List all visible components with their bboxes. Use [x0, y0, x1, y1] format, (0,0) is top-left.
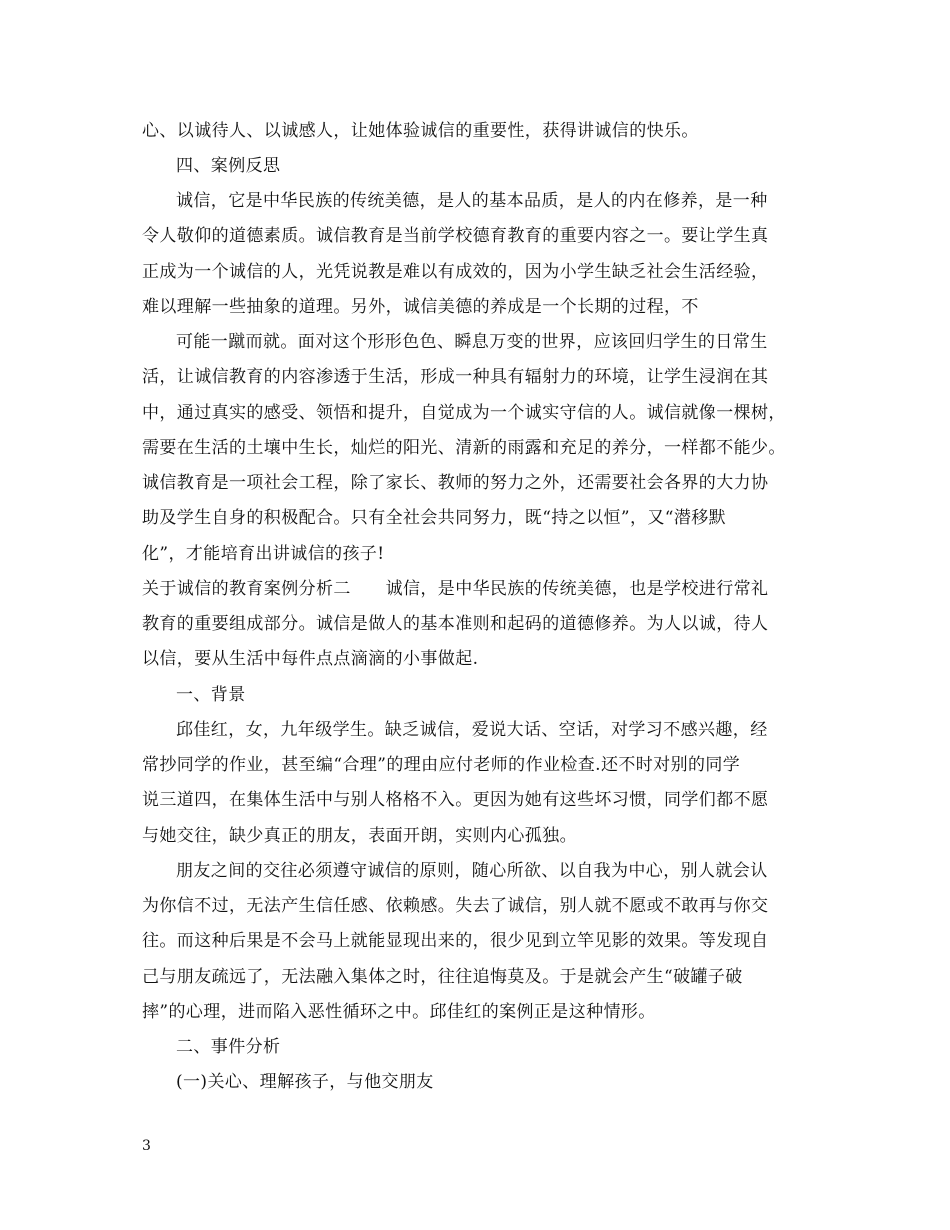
text-line: 摔”的心理，进而陷入恶性循环之中。邱佳红的案例正是这种情形。 — [142, 1002, 656, 1022]
text-line: 为你信不过，无法产生信任感、依赖感。失去了诚信，别人就不愿或不敢再与你交 — [142, 896, 769, 916]
text-line: 朋友之间的交往必须遵守诚信的原则，随心所欲、以自我为中心，别人就会认 — [176, 861, 768, 881]
section-heading: 二、事件分析 — [176, 1037, 281, 1057]
subsection-heading: (一)关心、理解孩子，与他交朋友 — [176, 1072, 434, 1092]
text-line: 常抄同学的作业，甚至编“合理”的理由应付老师的作业检查.还不时对别的同学 — [142, 755, 741, 775]
page-number: 3 — [142, 1138, 151, 1154]
text-line: 关于诚信的教育案例分析二 诚信，是中华民族的传统美德，也是学校进行常礼 — [142, 579, 769, 599]
text-line: 与她交往，缺少真正的朋友，表面开朗，实则内心孤独。 — [142, 826, 577, 846]
text-line: 诚信教育是一项社会工程，除了家长、教师的努力之外，还需要社会各界的大力协 — [142, 473, 769, 493]
text-line: 正成为一个诚信的人，光凭说教是难以有成效的，因为小学生缺乏社会生活经验， — [142, 262, 769, 282]
text-line: 可能一蹴而就。面对这个形形色色、瞬息万变的世界，应该回归学生的日常生 — [176, 332, 768, 352]
text-line: 需要在生活的土壤中生长，灿烂的阳光、清新的雨露和充足的养分，一样都不能少。 — [142, 438, 786, 458]
text-line: 说三道四，在集体生活中与别人格格不入。更因为她有这些坏习惯，同学们都不愿 — [142, 790, 769, 810]
section-heading: 四、案例反思 — [176, 156, 281, 176]
text-line: 心、以诚待人、以诚感人，让她体验诚信的重要性，获得讲诚信的快乐。 — [142, 121, 699, 141]
text-line: 教育的重要组成部分。诚信是做人的基本准则和起码的道德修养。为人以诚，待人 — [142, 614, 769, 634]
text-line: 中，通过真实的感受、领悟和提升，自觉成为一个诚实守信的人。诚信就像一棵树， — [142, 403, 786, 423]
text-line: 化”，才能培育出讲诚信的孩子! — [142, 544, 385, 564]
text-line: 诚信，它是中华民族的传统美德，是人的基本品质，是人的内在修养，是一种 — [176, 191, 768, 211]
text-line: 令人敬仰的道德素质。诚信教育是当前学校德育教育的重要内容之一。要让学生真 — [142, 226, 769, 246]
text-line: 助及学生自身的积极配合。只有全社会共同努力，既“持之以恒”，又“潜移默 — [142, 508, 727, 528]
text-line: 邱佳红，女，九年级学生。缺乏诚信，爱说大话、空话，对学习不感兴趣，经 — [176, 720, 768, 740]
text-line: 活，让诚信教育的内容渗透于生活，形成一种具有辐射力的环境，让学生浸润在其 — [142, 367, 769, 387]
text-line: 难以理解一些抽象的道理。另外，诚信美德的养成是一个长期的过程，不 — [142, 297, 699, 317]
text-line: 以信，要从生活中每件点点滴滴的小事做起. — [142, 649, 479, 669]
text-line: 往。而这种后果是不会马上就能显现出来的，很少见到立竿见影的效果。等发现自 — [142, 931, 769, 951]
text-line: 己与朋友疏远了，无法融入集体之时，往往追悔莫及。于是就会产生“破罐子破 — [142, 967, 743, 987]
section-heading: 一、背景 — [176, 685, 246, 705]
